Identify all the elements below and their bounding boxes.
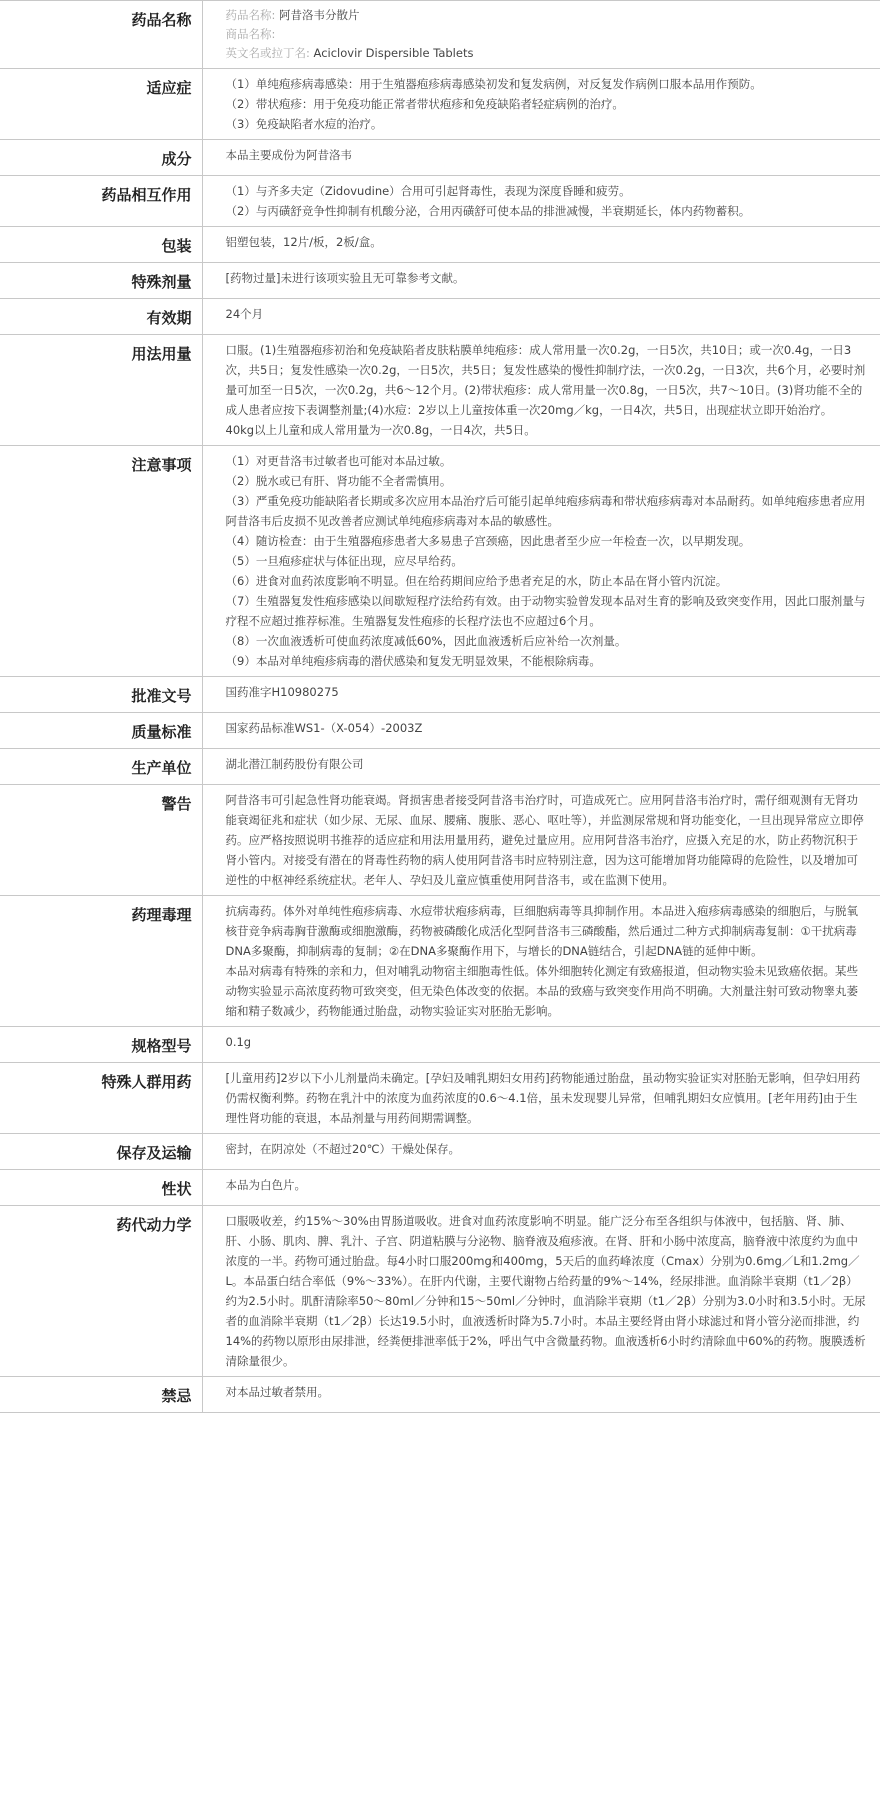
table-row — [0, 263, 880, 299]
content-line: （3）严重免疫功能缺陷者长期或多次应用本品治疗后可能引起单纯疱疹病毒和带状疱疹病毒对本品耐药。如单纯疱疹患者应用阿昔洛韦后皮损不见改善者应测试单纯疱疹病毒对本品的敏感性。 — [225, 494, 866, 528]
content-line: 口服。(1)生殖器疱疹初治和免疫缺陷者皮肤粘膜单纯疱疹：成人常用量一次0.2g，一日5次，共10日；或一次0.4g，一日3次，共5日；复发性感染一次0.2g，一日5次，共5日；复发性感染的慢性抑制疗法，一次0.2g，一日3次，共6个月，必要时剂量可加至一日5次，一次0.2g，共6～12个月。(2)带状疱疹：成人常用量一次0.8g，一日5次，共7～10日。(3)肾功能不全的成人患者应按下表调整剂量;(4)水痘：2岁以上儿童按体重一次20mg／kg，一日4次，共5日，出现症状立即开始治疗。 — [225, 343, 866, 417]
table-row — [0, 785, 880, 896]
generic-name-line — [226, 6, 869, 25]
content-line: 阿昔洛韦可引起急性肾功能衰竭。肾损害患者接受阿昔洛韦治疗时，可造成死亡。应用阿昔洛韦治疗时，需仔细观测有无肾功能衰竭征兆和症状（如少尿、无尿、血尿、腰痛、腹胀、恶心、呕吐等），并监测尿常规和肾功能变化，一旦出现异常应立即停药。应严格按照说明书推荐的适应症和用法用量用药，避免过量应用。应用阿昔洛韦治疗，应摄入充足的水，防止药物沉积于肾小管内。对接受有潜在的肾毒性药物的病人使用阿昔洛韦时应特别注意，因为这可能增加肾功能障碍的危险性，以及增加可逆性的中枢神经系统症状。老年人、孕妇及儿童应慎重使用阿昔洛韦，或在监测下使用。 — [225, 793, 864, 887]
content-line: （8）一次血液透析可使血药浓度减低60%，因此血液透析后应补给一次剂量。 — [225, 634, 627, 648]
table-row — [0, 335, 880, 446]
content-line: （7）生殖器复发性疱疹感染以间歇短程疗法给药有效。由于动物实验曾发现本品对生育的影响及致突变作用，因此口服剂量与疗程不应超过推荐标准。生殖器复发性疱疹的长程疗法也不应超过6个月。 — [225, 594, 866, 628]
table-row — [0, 1134, 880, 1170]
content-line: 0.1g — [225, 1035, 252, 1049]
table-row — [0, 299, 880, 335]
content-line: （1）单纯疱疹病毒感染：用于生殖器疱疹病毒感染初发和复发病例，对反复发作病例口服本品用作预防。 — [225, 77, 762, 91]
row-label: 药品相互作用 — [0, 176, 202, 227]
row-content — [202, 896, 880, 1027]
table-row — [0, 227, 880, 263]
row-drug-name — [0, 1, 880, 69]
content-line: （6）进食对血药浓度影响不明显。但在给药期间应给予患者充足的水，防止本品在肾小管内沉淀。 — [225, 574, 728, 588]
content-line: （2）带状疱疹：用于免疫功能正常者带状疱疹和免疫缺陷者轻症病例的治疗。 — [225, 97, 624, 111]
row-content — [202, 227, 880, 263]
table-row — [0, 1063, 880, 1134]
row-content — [202, 1206, 880, 1377]
content-line: 国家药品标准WS1-（X-054）-2003Z — [225, 721, 423, 735]
row-label: 药代动力学 — [0, 1206, 202, 1377]
row-label: 规格型号 — [0, 1027, 202, 1063]
row-content — [202, 335, 880, 446]
row-label: 禁忌 — [0, 1377, 202, 1413]
table-row — [0, 1027, 880, 1063]
table-row — [0, 140, 880, 176]
row-label: 注意事项 — [0, 446, 202, 677]
row-label: 批准文号 — [0, 677, 202, 713]
content-line: 密封，在阴凉处（不超过20℃）干燥处保存。 — [225, 1142, 461, 1156]
row-label: 包装 — [0, 227, 202, 263]
content-line: [儿童用药]2岁以下小儿剂量尚未确定。[孕妇及哺乳期妇女用药]药物能通过胎盘，虽动物实验证实对胚胎无影响，但孕妇用药仍需权衡利弊。药物在乳汁中的浓度为血药浓度的0.6～4.1倍，虽未发现婴儿异常，但哺乳期妇女应慎用。[老年用药]由于生理性肾功能的衰退，本品剂量与用药间期需调整。 — [225, 1071, 861, 1125]
content-line: 口服吸收差，约15%～30%由胃肠道吸收。进食对血药浓度影响不明显。能广泛分布至各组织与体液中，包括脑、肾、肺、肝、小肠、肌肉、脾、乳汁、子宫、阴道粘膜与分泌物、脑脊液及疱疹液。在肾、肝和小肠中浓度高，脑脊液中浓度约为血中浓度的一半。药物可通过胎盘。每4小时口服200mg和400mg，5天后的血药峰浓度（Cmax）分别为0.6mg／L和1.2mg／L。本品蛋白结合率低（9%～33%）。在肝内代谢，主要代谢物占给药量的9%～14%，经尿排泄。血消除半衰期（t1／2β）约为2.5小时。肌酐清除率50～80ml／分钟和15～50ml／分钟时，血消除半衰期（t1／2β）分别为3.0小时和3.5小时。无尿者的血消除半衰期（t1／2β）长达19.5小时，血液透析时降为5.7小时。本品主要经肾由肾小球滤过和肾小管分泌而排泄，约14%的药物以原形由尿排泄，经粪便排泄率低于2%，呼出气中含微量药物。血液透析6小时约清除血中60%的药物。腹膜透析清除量很少。 — [225, 1214, 866, 1368]
table-row — [0, 69, 880, 140]
content-line: 湖北潜江制药股份有限公司 — [225, 757, 364, 771]
row-label: 警告 — [0, 785, 202, 896]
content-line: 40kg以上儿童和成人常用量为一次0.8g，一日4次，共5日。 — [225, 423, 536, 437]
content-line: 抗病毒药。体外对单纯性疱疹病毒、水痘带状疱疹病毒，巨细胞病毒等具抑制作用。本品进入疱疹病毒感染的细胞后，与脱氧核苷竞争病毒胸苷激酶或细胞激酶，药物被磷酸化成活化型阿昔洛韦三磷酸酯，然后通过二种方式抑制病毒复制：①干扰病毒DNA多聚酶，抑制病毒的复制；②在DNA多聚酶作用下，与增长的DNA链结合，引起DNA链的延伸中断。 — [225, 904, 858, 958]
content-line: 本品为白色片。 — [225, 1178, 306, 1192]
content-line: 国药准字H10980275 — [225, 685, 339, 699]
generic-name-key: 药品名称: — [225, 8, 276, 22]
table-row — [0, 749, 880, 785]
row-label: 有效期 — [0, 299, 202, 335]
row-label: 保存及运输 — [0, 1134, 202, 1170]
content-line: （4）随访检查：由于生殖器疱疹患者大多易患子宫颈癌，因此患者至少应一年检查一次，以早期发现。 — [225, 534, 751, 548]
row-content — [202, 176, 880, 227]
drug-name-cell — [202, 1, 880, 69]
trade-name-key: 商品名称: — [225, 27, 276, 41]
table-row — [0, 1206, 880, 1377]
english-name-value: Aciclovir Dispersible Tablets — [313, 46, 474, 60]
table-row — [0, 677, 880, 713]
row-content — [202, 713, 880, 749]
table-row — [0, 896, 880, 1027]
table-row — [0, 1377, 880, 1413]
row-label: 成分 — [0, 140, 202, 176]
row-content — [202, 299, 880, 335]
content-line: （5）一旦疱疹症状与体征出现，应尽早给药。 — [225, 554, 463, 568]
generic-name-value: 阿昔洛韦分散片 — [279, 8, 360, 22]
row-label: 特殊剂量 — [0, 263, 202, 299]
row-content — [202, 677, 880, 713]
table-body — [0, 1, 880, 1413]
content-line: （1）与齐多夫定（Zidovudine）合用可引起肾毒性，表现为深度昏睡和疲劳。 — [225, 184, 631, 198]
row-content — [202, 263, 880, 299]
row-content — [202, 785, 880, 896]
table-row — [0, 446, 880, 677]
row-label: 质量标准 — [0, 713, 202, 749]
row-label: 适应症 — [0, 69, 202, 140]
row-content — [202, 1063, 880, 1134]
table-row — [0, 713, 880, 749]
content-line: 本品主要成份为阿昔洛韦 — [225, 148, 352, 162]
table-row — [0, 176, 880, 227]
content-line: 本品对病毒有特殊的亲和力，但对哺乳动物宿主细胞毒性低。体外细胞转化测定有致癌报道，但动物实验未见致癌依据。某些动物实验显示高浓度药物可致突变，但无染色体改变的依据。本品的致癌与致突变作用尚不明确。大剂量注射可致动物睾丸萎缩和精子数减少，药物能通过胎盘，动物实验证实对胚胎无影响。 — [225, 964, 858, 1018]
english-name-key: 英文名或拉丁名: — [225, 46, 310, 60]
table-row — [0, 1170, 880, 1206]
content-line: [药物过量]未进行该项实验且无可靠参考文献。 — [225, 271, 465, 285]
row-content — [202, 140, 880, 176]
row-label: 药理毒理 — [0, 896, 202, 1027]
content-line: 铝塑包装，12片/板，2板/盒。 — [225, 235, 382, 249]
content-line: （1）对更昔洛韦过敏者也可能对本品过敏。 — [225, 454, 452, 468]
content-line: （2）脱水或已有肝、肾功能不全者需慎用。 — [225, 474, 452, 488]
row-content — [202, 749, 880, 785]
content-line: （2）与丙磺舒竞争性抑制有机酸分泌，合用丙磺舒可使本品的排泄减慢，半衰期延长，体内药物蓄积。 — [225, 204, 751, 218]
row-label: 生产单位 — [0, 749, 202, 785]
row-content — [202, 1027, 880, 1063]
content-line: （3）免疫缺陷者水痘的治疗。 — [225, 117, 383, 131]
trade-name-line — [226, 25, 869, 44]
row-content — [202, 1377, 880, 1413]
row-label: 特殊人群用药 — [0, 1063, 202, 1134]
row-content — [202, 69, 880, 140]
row-label: 用法用量 — [0, 335, 202, 446]
content-line: 对本品过敏者禁用。 — [225, 1385, 329, 1399]
row-label: 性状 — [0, 1170, 202, 1206]
row-content — [202, 446, 880, 677]
row-label: 药品名称 — [0, 1, 202, 69]
row-content — [202, 1170, 880, 1206]
english-name-line — [226, 44, 869, 63]
content-line: 24个月 — [225, 307, 264, 321]
row-content — [202, 1134, 880, 1170]
content-line: （9）本品对单纯疱疹病毒的潜伏感染和复发无明显效果，不能根除病毒。 — [225, 654, 601, 668]
